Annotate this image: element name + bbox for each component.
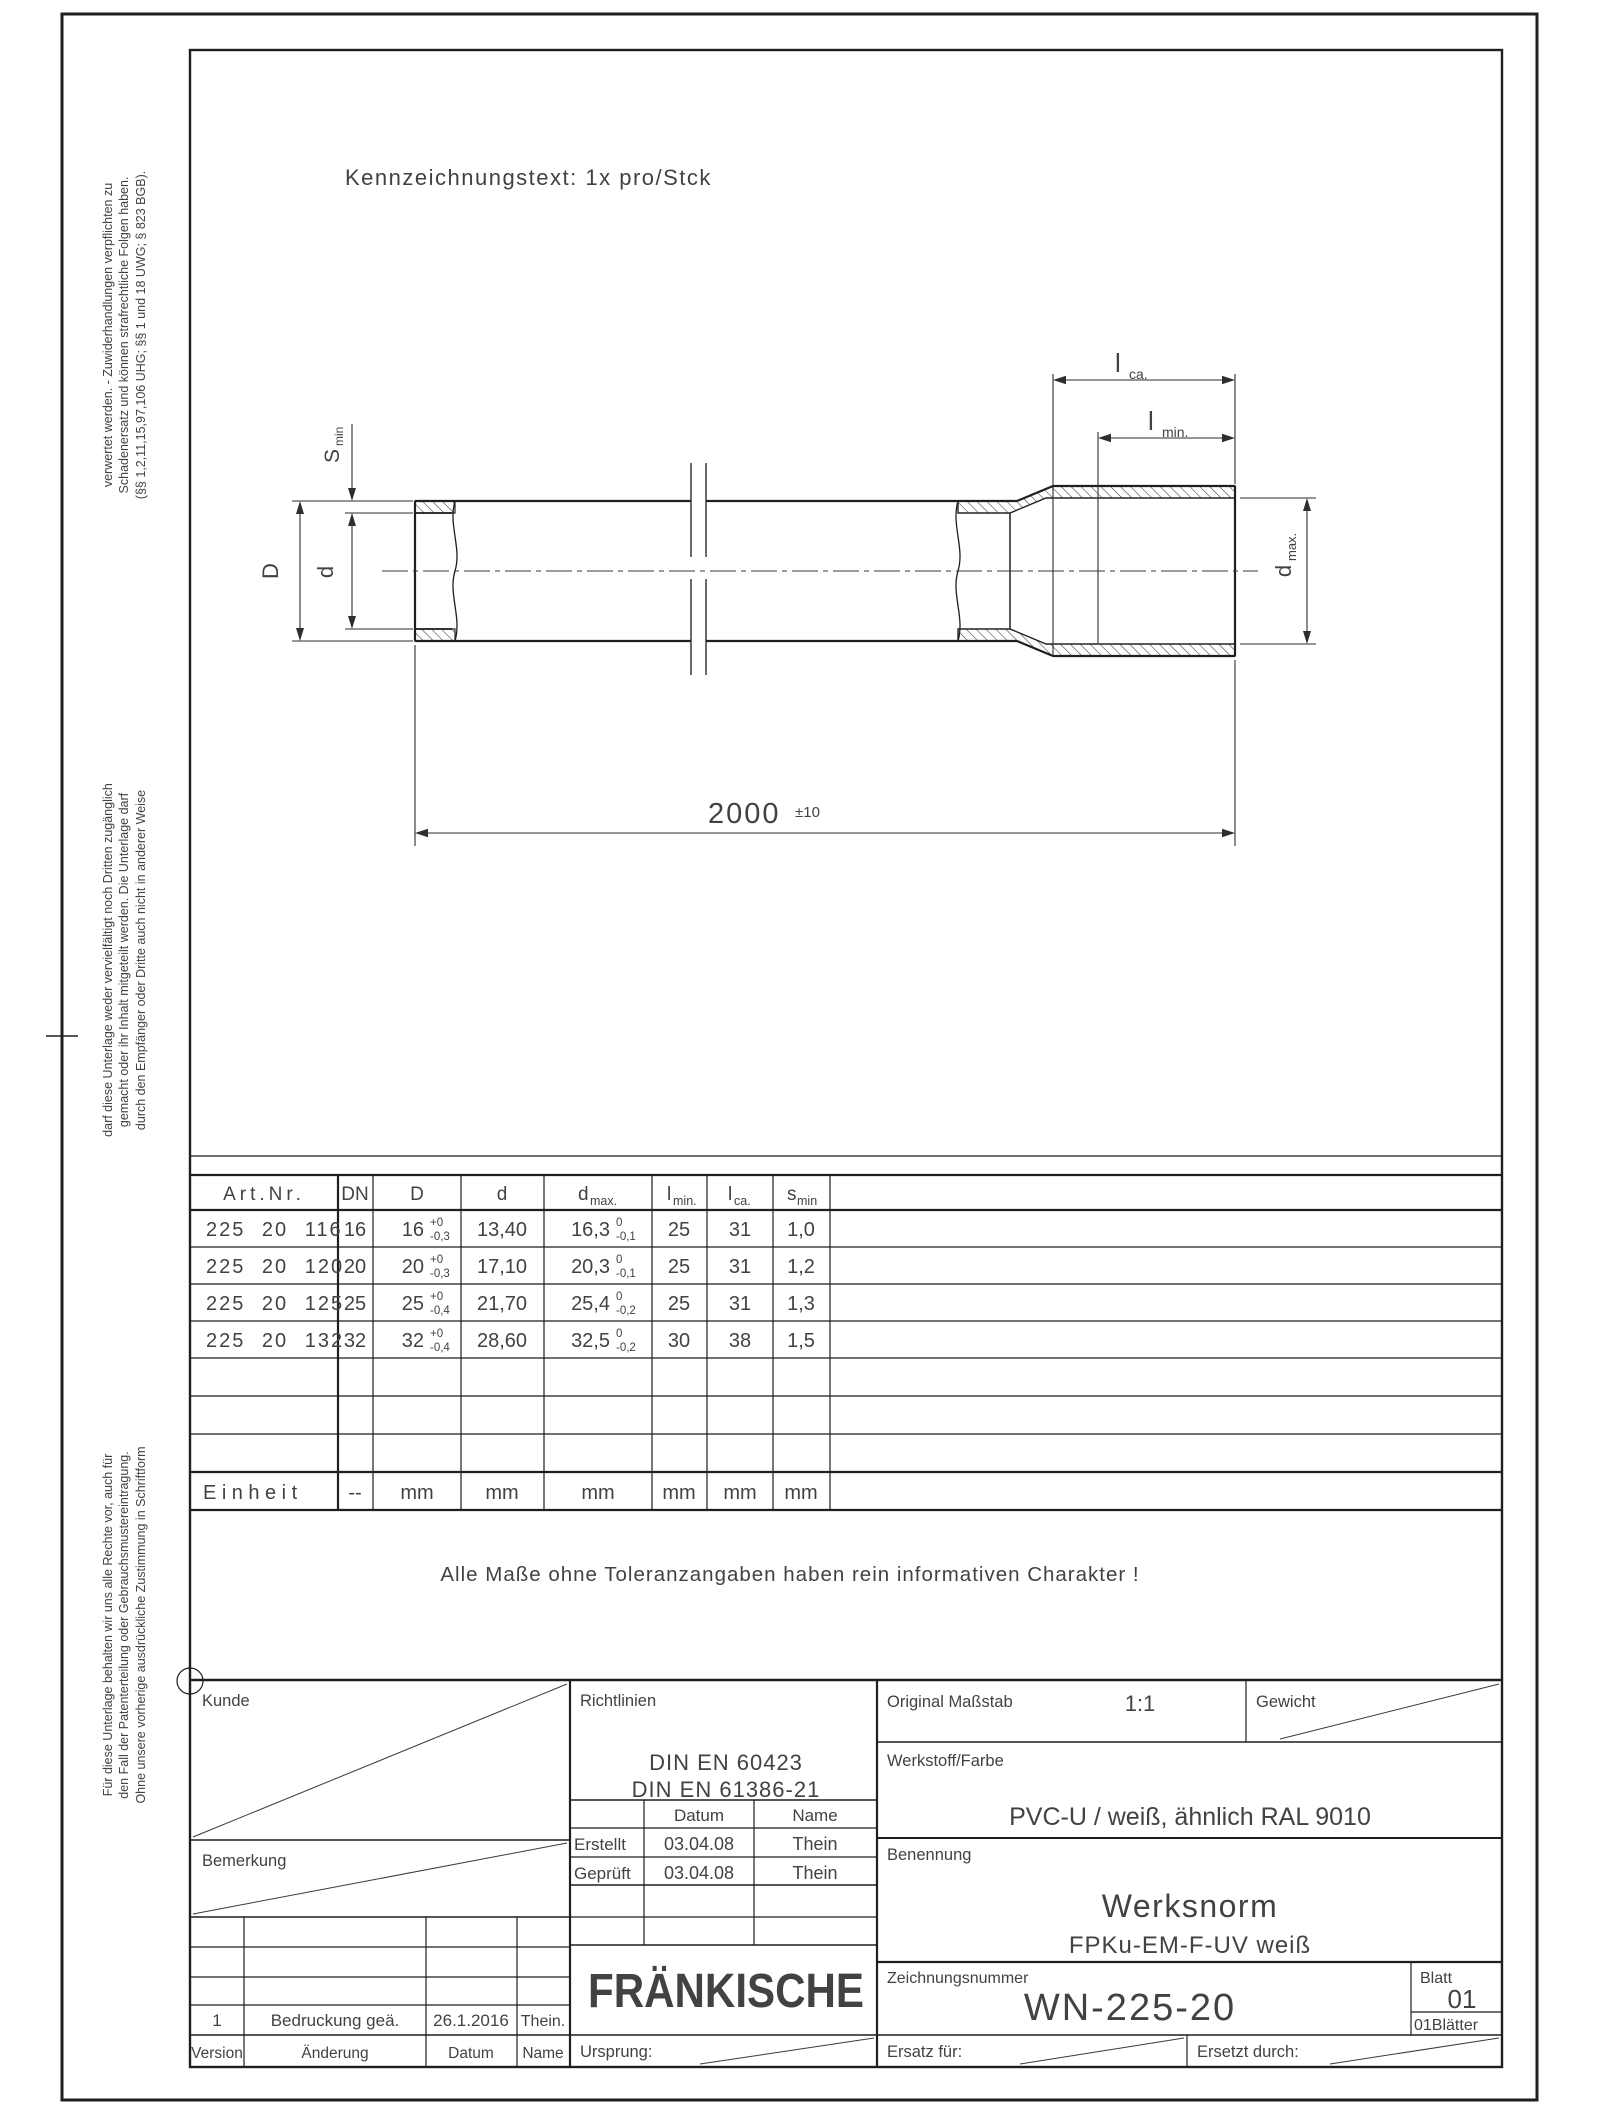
revision-name-label: Name [522,2045,564,2062]
zeichnungsnummer-value: WN-225-20 [1023,1987,1237,2029]
cell-dmax-tol-bot: -0,1 [616,1231,636,1243]
gewicht-label: Gewicht [1256,1693,1316,1711]
cell-D-tol-bot: -0,3 [430,1268,450,1280]
legal-line: gemacht oder ihr Inhalt mitgeteilt werden. Die Unterlage darf [117,792,131,1128]
blatt-value: 01 [1447,1984,1477,2014]
cell-artnr: 225 20 116 [206,1219,343,1241]
legal-line: darf diese Unterlage weder vervielfältigt noch Dritten zugänglich [101,783,115,1137]
table-header-row [223,1184,817,1208]
header-lmin-sub: min. [673,1194,697,1208]
header-d: d [496,1184,508,1205]
unit-mm: mm [485,1482,519,1504]
geprueft-label: Geprüft [574,1864,631,1883]
cell-dmax-tol-bot: -0,1 [616,1268,636,1280]
cell-artnr: 225 20 132 [206,1330,345,1352]
cell-D-tol-bot: -0,4 [430,1342,450,1354]
table-unit-row [203,1482,818,1504]
cell-lca: 31 [728,1219,752,1241]
legal-notice-top [101,171,148,499]
legal-line: verwertet werden. - Zuwiderhandlungen verpflichten zu [101,182,115,488]
cell-dn: 20 [343,1256,367,1278]
header-artnr: Art.Nr. [223,1184,305,1205]
erstellt-label: Erstellt [574,1835,626,1854]
legal-line: durch den Empfänger oder Dritte auch nicht in anderer Weise [134,789,148,1131]
unit-mm: mm [662,1482,696,1504]
cell-dmax-tol-top: 0 [616,1291,623,1303]
cell-lmin: 25 [667,1293,691,1315]
cell-D: 20 [401,1256,424,1278]
cell-D-tol-top: +0 [430,1328,444,1340]
zeichnungsnummer-label: Zeichnungsnummer [887,1970,1029,1987]
cell-lmin: 25 [667,1219,691,1241]
dim-label-dmax: d [1271,564,1296,578]
cell-dmax: 16,3 [571,1219,610,1241]
header-dn: DN [341,1184,369,1205]
table-row [206,1291,815,1317]
cell-lca: 38 [728,1330,752,1352]
pipe-break-symbol [691,463,706,675]
cell-dmax-tol-bot: -0,2 [616,1305,636,1317]
cell-D: 25 [401,1293,424,1315]
cell-dmax-tol-bot: -0,2 [616,1342,636,1354]
din-standard-1: DIN EN 60423 [649,1750,803,1775]
ersetzt-label: Ersetzt durch: [1197,2043,1299,2061]
bemerkung-label: Bemerkung [202,1852,287,1870]
unit-label: Einheit [203,1482,303,1504]
title-block [190,1680,1502,2067]
cell-smin: 1,3 [787,1293,815,1315]
cell-D-tol-top: +0 [430,1291,444,1303]
kunde-label: Kunde [202,1692,250,1710]
benennung-value-2: FPKu-EM-F-UV weiß [1068,1932,1312,1959]
legal-notice-bottom [101,1446,148,1803]
name-header: Name [792,1806,838,1825]
cell-D-tol-top: +0 [430,1254,444,1266]
cell-D: 32 [401,1330,424,1352]
dim-label-lmin: l [1148,406,1154,436]
dimension-lines [292,374,1316,846]
header-lca-sub: ca. [734,1194,751,1208]
dim-label-dmax-sub: max. [1284,532,1299,561]
blatt-label: Blatt [1420,1970,1453,1987]
cell-dmax-tol-top: 0 [616,1328,623,1340]
revision-aenderung-label: Änderung [301,2045,369,2062]
cell-d: 13,40 [476,1219,528,1241]
datum-header: Datum [673,1806,725,1825]
geprueft-datum: 03.04.08 [663,1863,735,1883]
tolerance-note: Alle Maße ohne Toleranzangaben haben rein informativen Charakter ! [440,1563,1140,1586]
cell-artnr: 225 20 125 [206,1293,345,1315]
cell-smin: 1,5 [787,1330,815,1352]
header-D: D [410,1184,424,1205]
cell-dmax-tol-top: 0 [616,1217,623,1229]
dim-length-tolerance: ±10 [795,804,820,821]
revision-row1-version: 1 [212,2011,222,2030]
dimension-table [190,1156,1502,1510]
ersatz-label: Ersatz für: [887,2043,963,2061]
cell-dmax: 20,3 [571,1256,610,1278]
cell-lmin: 25 [667,1256,691,1278]
cell-dmax-tol-top: 0 [616,1254,623,1266]
unit-mm: mm [784,1482,818,1504]
marking-note: Kennzeichnungstext: 1x pro/Stck [345,165,712,190]
cell-smin: 1,0 [787,1219,815,1241]
erstellt-name: Thein [792,1834,838,1854]
unit-dash: -- [348,1482,362,1504]
revision-row1-datum: 26.1.2016 [433,2011,509,2030]
revision-version-label: Version [191,2045,243,2062]
cell-artnr: 225 20 120 [206,1256,345,1278]
cell-dmax: 25,4 [571,1293,610,1315]
revision-datum-label: Datum [448,2045,494,2062]
header-smin: s [787,1184,797,1205]
cell-dmax: 32,5 [571,1330,610,1352]
legal-line: den Fall der Patenterteilung oder Gebrauchsmustereintragung. [117,1451,131,1799]
revision-row1-aenderung: Bedruckung geä. [270,2011,400,2030]
dim-label-lca: l [1115,348,1121,378]
header-smin-sub: min [797,1194,818,1208]
dim-length-value: 2000 [708,798,781,830]
erstellt-datum: 03.04.08 [663,1834,735,1854]
dim-label-D: D [258,563,283,579]
massstab-label: Original Maßstab [887,1693,1013,1711]
header-dmax-sub: max. [590,1194,618,1208]
cell-dn: 16 [343,1219,367,1241]
cell-smin: 1,2 [787,1256,815,1278]
table-grid [190,1156,1502,1510]
cell-dn: 32 [343,1330,367,1352]
dim-label-lca-sub: ca. [1129,366,1148,382]
unit-mm: mm [723,1482,757,1504]
cell-D: 16 [401,1219,424,1241]
header-lmin: l [667,1184,672,1205]
richtlinien-label: Richtlinien [580,1692,657,1710]
legal-line: Ohne unsere vorherige ausdrückliche Zustimmung in Schriftform [134,1446,148,1804]
benennung-value-1: Werksnorm [1101,1888,1279,1924]
dim-label-s: S [321,448,344,464]
legal-line: (§§ 1,2,11,15,97,106 UHG; §§ 1 und 18 UWG; § 823 BGB). [134,170,148,500]
benennung-label: Benennung [887,1846,972,1864]
unit-mm: mm [581,1482,615,1504]
table-row [206,1254,815,1280]
cell-lmin: 30 [667,1330,691,1352]
werkstoff-value: PVC-U / weiß, ähnlich RAL 9010 [1009,1803,1371,1831]
header-dmax: d [578,1184,589,1205]
cell-D-tol-bot: -0,3 [430,1231,450,1243]
ursprung-label: Ursprung: [580,2043,653,2061]
pipe-drawing [258,348,1316,846]
dimension-arrows [296,376,1311,837]
table-row [206,1328,815,1354]
revision-row1-name: Thein. [520,2013,566,2030]
cell-lca: 31 [728,1293,752,1315]
company-logo: FRÄNKISCHE [588,1965,864,2018]
cell-d: 21,70 [476,1293,528,1315]
cell-dn: 25 [343,1293,367,1315]
cell-d: 17,10 [476,1256,528,1278]
din-standard-2: DIN EN 61386-21 [631,1777,821,1802]
massstab-value: 1:1 [1124,1691,1156,1716]
cell-lca: 31 [728,1256,752,1278]
legal-line: Für diese Unterlage behalten wir uns alle Rechte vor, auch für [101,1453,115,1797]
cell-d: 28,60 [476,1330,528,1352]
dim-label-s-sub: min [332,426,346,446]
header-lca: l [728,1184,733,1205]
legal-line: Schadenersatz und können strafrechtliche Folgen haben. [117,176,131,494]
legal-notice-middle [101,783,148,1137]
cell-D-tol-top: +0 [430,1217,444,1229]
dim-label-lmin-sub: min. [1162,424,1189,440]
table-row [206,1217,815,1243]
blaetter-value: 01Blätter [1414,2017,1479,2034]
dim-label-d: d [313,565,338,579]
unit-mm: mm [400,1482,434,1504]
geprueft-name: Thein [792,1863,838,1883]
werkstoff-label: Werkstoff/Farbe [887,1752,1004,1770]
cell-D-tol-bot: -0,4 [430,1305,450,1317]
